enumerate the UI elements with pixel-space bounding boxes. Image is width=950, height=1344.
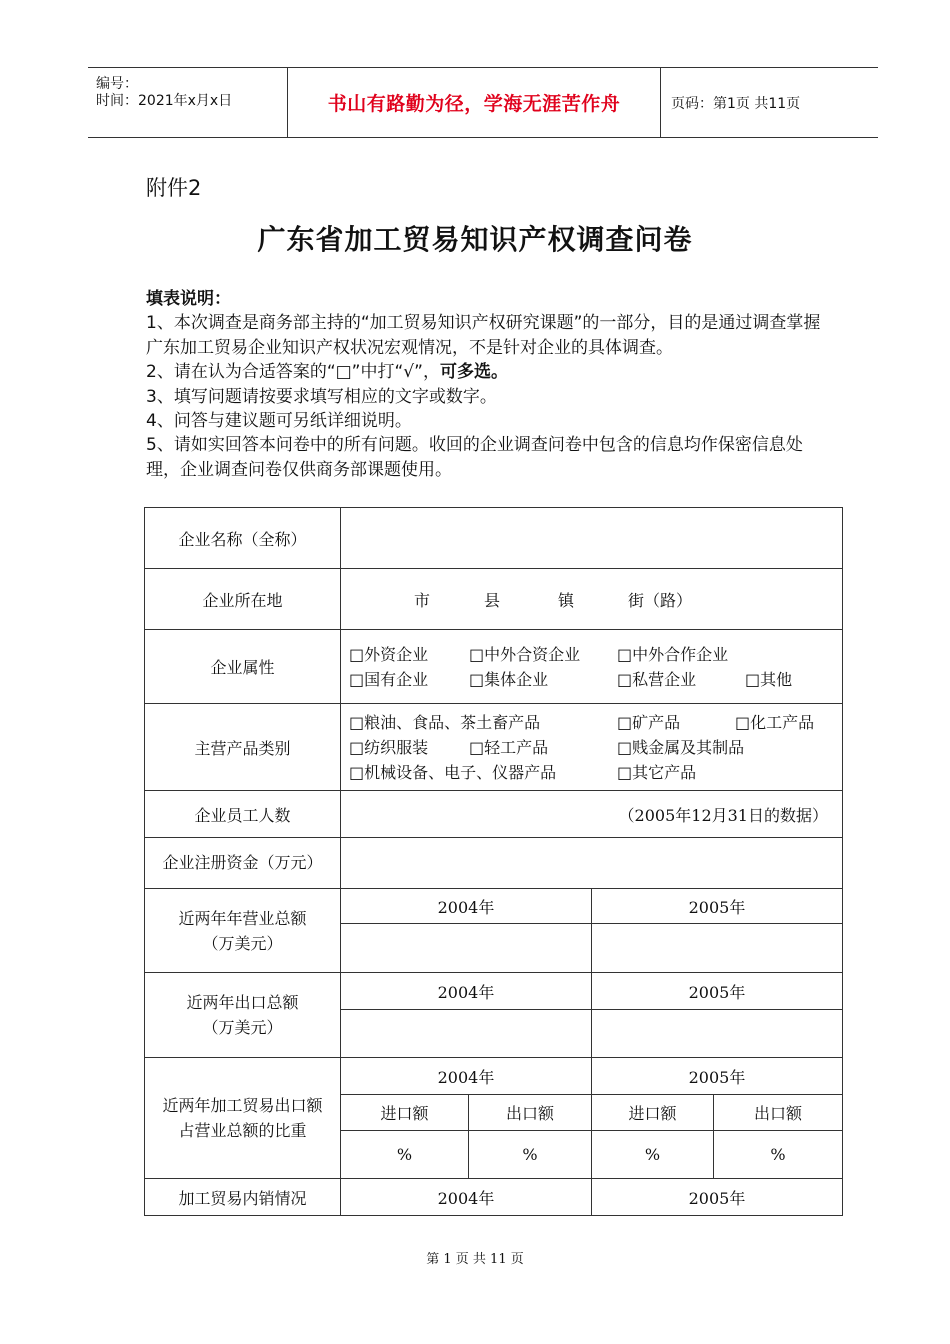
table-row	[145, 973, 843, 1010]
export-2004-header: 出口额	[469, 1095, 592, 1131]
domestic-sales-label: 加工贸易内销情况	[145, 1179, 341, 1216]
checkbox-row	[349, 760, 842, 785]
instructions	[146, 287, 826, 482]
product-options	[341, 704, 843, 791]
checkbox-foreign[interactable]: □外资企业	[349, 644, 429, 664]
company-name-label: 企业名称（全称）	[145, 508, 341, 569]
table-row	[145, 791, 843, 838]
checkbox-row	[349, 667, 842, 692]
employees-note: （2005年12月31日的数据）	[618, 805, 828, 825]
export-2004-input[interactable]	[341, 1010, 592, 1058]
checkbox-light-industry[interactable]: □轻工产品	[469, 737, 549, 757]
checkbox-cooperative[interactable]: □中外合作企业	[617, 644, 729, 664]
checkbox-base-metals[interactable]: □贱金属及其制品	[617, 737, 745, 757]
checkbox-row	[349, 710, 842, 735]
year-2005-header: 2005年	[592, 1179, 843, 1216]
checkbox-machinery[interactable]: □机械设备、电子、仪器产品	[349, 762, 557, 782]
table-row	[145, 838, 843, 889]
revenue-label: 近两年年营业总额（万美元）	[145, 889, 341, 973]
header-meta-cell	[88, 68, 288, 137]
city-field[interactable]: 市	[414, 590, 431, 610]
year-2004-header: 2004年	[341, 889, 592, 924]
import-2004-header: 进口额	[341, 1095, 469, 1131]
year-2004-header: 2004年	[341, 1058, 592, 1095]
county-field[interactable]: 县	[484, 590, 501, 610]
instructions-heading: 填表说明：	[146, 289, 231, 309]
export-2004-percent-input[interactable]: %	[469, 1131, 592, 1179]
instruction-text: 2、请在认为合适答案的“□”中打“√”，	[146, 362, 440, 383]
capital-input[interactable]	[341, 838, 843, 889]
export-2005-input[interactable]	[592, 1010, 843, 1058]
attribute-options	[341, 630, 843, 704]
table-row	[145, 704, 843, 791]
instruction-item: 4、问答与建议题可另纸详细说明。	[146, 411, 412, 432]
instruction-item: 1、本次调查是商务部主持的“加工贸易知识产权研究课题”的一部分，目的是通过调查掌握广东加工贸易企业知识产权状况宏观情况，不是针对企业的具体调查。	[146, 313, 821, 358]
page-title: 广东省加工贸易知识产权调查问卷	[257, 223, 693, 256]
attribute-label: 企业属性	[145, 630, 341, 704]
checkbox-collective[interactable]: □集体企业	[469, 669, 549, 689]
table-row	[145, 630, 843, 704]
checkbox-row	[349, 735, 842, 760]
table-row	[145, 508, 843, 569]
checkbox-other-products[interactable]: □其它产品	[617, 762, 697, 782]
import-2005-percent-input[interactable]: %	[592, 1131, 714, 1179]
year-2005-header: 2005年	[592, 973, 843, 1010]
export-2005-percent-input[interactable]: %	[714, 1131, 843, 1179]
export-label: 近两年出口总额（万美元）	[145, 973, 341, 1058]
employees-input[interactable]	[341, 791, 843, 838]
table-row	[145, 889, 843, 924]
checkbox-other[interactable]: □其他	[745, 669, 793, 689]
checkbox-private[interactable]: □私营企业	[617, 669, 697, 689]
time-label: 时间：2021年x月x日	[96, 93, 233, 109]
export-2005-header: 出口额	[714, 1095, 843, 1131]
location-label: 企业所在地	[145, 569, 341, 630]
table-row	[145, 1179, 843, 1216]
checkbox-state-owned[interactable]: □国有企业	[349, 669, 429, 689]
attachment-label: 附件2	[146, 176, 202, 200]
year-2005-header: 2005年	[592, 1058, 843, 1095]
table-row	[145, 1058, 843, 1095]
checkbox-food[interactable]: □粮油、食品、茶土畜产品	[349, 712, 541, 732]
instruction-item	[146, 360, 826, 384]
checkbox-chemicals[interactable]: □化工产品	[735, 712, 815, 732]
header-motto-cell	[288, 68, 661, 137]
product-label: 主营产品类别	[145, 704, 341, 791]
instruction-emphasis: 可多选。	[439, 362, 508, 383]
checkbox-textile[interactable]: □纺织服装	[349, 737, 429, 757]
number-label: 编号：	[96, 76, 138, 92]
capital-label: 企业注册资金（万元）	[145, 838, 341, 889]
town-field[interactable]: 镇	[558, 590, 575, 610]
year-2005-header: 2005年	[592, 889, 843, 924]
document-header	[88, 67, 878, 138]
employees-label: 企业员工人数	[145, 791, 341, 838]
street-field[interactable]: 街（路）	[628, 590, 693, 610]
year-2004-header: 2004年	[341, 1179, 592, 1216]
checkbox-minerals[interactable]: □矿产品	[617, 712, 681, 732]
motto: 书山有路勤为径，学海无涯苦作舟	[327, 93, 621, 115]
page-info: 页码：第1页 共11页	[671, 95, 801, 112]
import-2005-header: 进口额	[592, 1095, 714, 1131]
page-footer: 第 1 页 共 11 页	[426, 1252, 524, 1267]
checkbox-row	[349, 642, 842, 667]
checkbox-joint-venture[interactable]: □中外合资企业	[469, 644, 581, 664]
instruction-item: 5、请如实回答本问卷中的所有问题。收回的企业调查问卷中包含的信息均作保密信息处理，企业调查问卷仅供商务部课题使用。	[146, 435, 803, 480]
location-input[interactable]	[341, 569, 843, 630]
survey-table	[144, 507, 843, 1216]
revenue-2004-input[interactable]	[341, 924, 592, 973]
instruction-item: 3、填写问题请按要求填写相应的文字或数字。	[146, 386, 497, 407]
header-page-cell	[661, 68, 878, 137]
table-row	[145, 569, 843, 630]
company-name-input[interactable]	[341, 508, 843, 569]
import-2004-percent-input[interactable]: %	[341, 1131, 469, 1179]
revenue-2005-input[interactable]	[592, 924, 843, 973]
year-2004-header: 2004年	[341, 973, 592, 1010]
processing-ratio-label: 近两年加工贸易出口额占营业总额的比重	[145, 1058, 341, 1179]
